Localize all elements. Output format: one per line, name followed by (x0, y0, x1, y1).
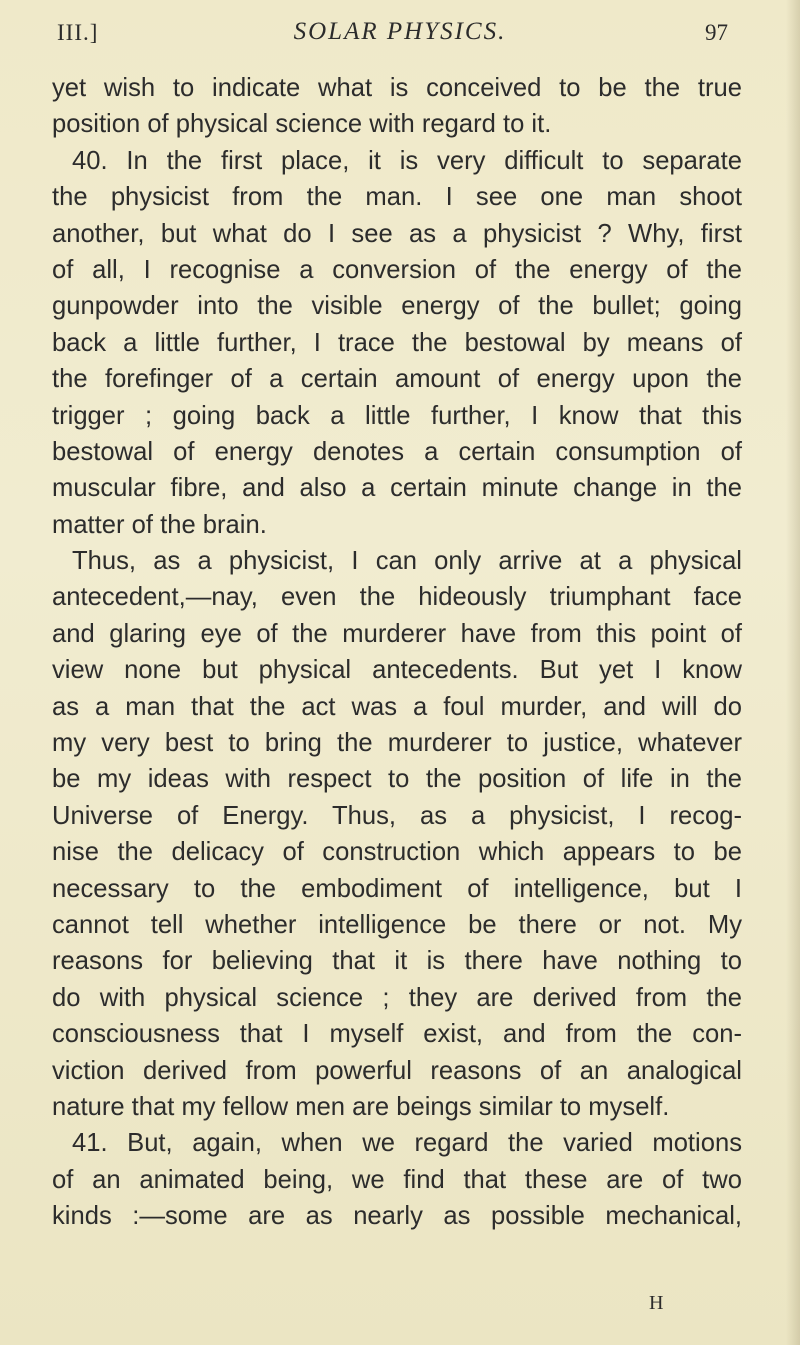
text-line: yet wish to indicate what is conceived to be the true (52, 74, 742, 102)
text-line: cannot tell whether intelligence be there or not. My (52, 910, 742, 939)
text-line: bestowal of energy denotes a certain consumption of (52, 437, 742, 466)
text-line: the forefinger of a certain amount of energy upon the (52, 365, 742, 394)
text-line: the physicist from the man. I see one man shoot (52, 183, 742, 212)
running-title: SOLAR PHYSICS. (293, 18, 507, 45)
text-line: 40. In the first place, it is very difficult to separate (72, 146, 742, 175)
text-line: my very best to bring the murderer to justice, whatever (52, 729, 742, 758)
text-line: of an animated being, we find that these are of two (52, 1165, 742, 1194)
text-line: and glaring eye of the murderer have from this point of (52, 619, 742, 648)
text-line: muscular fibre, and also a certain minute change in the (52, 474, 742, 503)
chapter-marker: III.] (57, 20, 99, 45)
text-line: nature that my fellow men are beings similar to myself. (52, 1092, 670, 1121)
text-line: another, but what do I see as a physicist ? Why, first (52, 219, 742, 248)
page-number: 97 (705, 20, 728, 45)
text-line: view none but physical antecedents. But yet I know (52, 656, 742, 685)
text-line: necessary to the embodiment of intelligence, but I (52, 874, 742, 903)
signature-mark: H (649, 1292, 664, 1314)
text-line: of all, I recognise a conversion of the energy of the (52, 255, 742, 284)
text-line: reasons for believing that it is there have nothing to (52, 947, 742, 976)
text-line: gunpowder into the visible energy of the bullet; going (52, 292, 742, 321)
text-line: Thus, as a physicist, I can only arrive at a physical (72, 547, 742, 576)
text-line: nise the delicacy of construction which appears to be (52, 838, 742, 867)
text-line: consciousness that I myself exist, and from the con- (52, 1020, 742, 1049)
text-line: as a man that the act was a foul murder, and will do (52, 692, 742, 721)
text-line: position of physical science with regard to it. (52, 110, 552, 139)
text-line: viction derived from powerful reasons of an analogical (52, 1056, 742, 1085)
text-line: antecedent,—nay, even the hideously triumphant face (52, 583, 742, 612)
text-line: be my ideas with respect to the position of life in the (52, 765, 742, 794)
text-line: back a little further, I trace the bestowal by means of (52, 328, 742, 357)
body-text (52, 70, 742, 1235)
text-line: matter of the brain. (52, 510, 267, 539)
text-line: trigger ; going back a little further, I know that this (52, 401, 742, 430)
text-line: 41. But, again, when we regard the varied motions (72, 1129, 742, 1158)
running-head (0, 14, 800, 54)
text-line: Universe of Energy. Thus, as a physicist, I recog- (52, 801, 742, 830)
text-line: kinds :—some are as nearly as possible mechanical, (52, 1202, 742, 1231)
page-edge-shadow (786, 0, 800, 1345)
text-line: do with physical science ; they are derived from the (52, 983, 742, 1012)
